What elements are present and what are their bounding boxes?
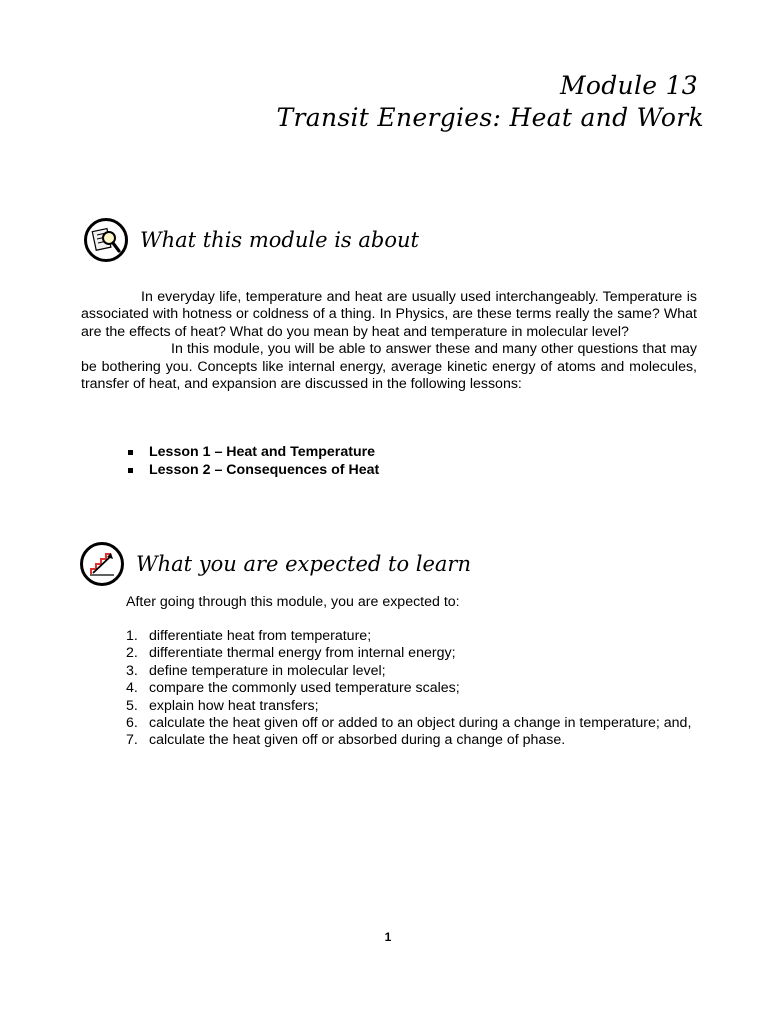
module-number: Module 13 (559, 71, 698, 100)
expectations-intro: After going through this module, you are expected to: (126, 594, 460, 610)
objective-item (126, 732, 698, 749)
objective-number: 6. (126, 715, 138, 732)
objective-item (126, 680, 698, 697)
lesson-item: Lesson 1 – Heat and Temperature (128, 444, 379, 462)
section-heading-about (84, 218, 419, 262)
module-name: Transit Energies: Heat and Work (276, 103, 704, 132)
objective-text: compare the commonly used temperature scales; (149, 680, 460, 697)
objective-text: differentiate thermal energy from internal energy; (149, 645, 456, 662)
objective-text: explain how heat transfers; (149, 697, 319, 714)
section-title-about: What this module is about (140, 228, 419, 252)
section-title-learn: What you are expected to learn (136, 552, 471, 576)
objectives-list (126, 628, 698, 750)
objective-text: differentiate heat from temperature; (149, 628, 372, 644)
objective-item (126, 715, 698, 732)
objective-number: 2. (126, 645, 138, 662)
magnifier-document-icon (84, 218, 128, 262)
rising-chart-icon (80, 542, 124, 586)
section-heading-learn (80, 542, 471, 586)
objective-number: 4. (126, 680, 138, 697)
intro-paragraph-1: In everyday life, temperature and heat are usually used interchangeably. Temperature is associated with hotness or coldness of a thing. In Physics, are these terms really the same? What are the effects of heat? What do you mean by heat and temperature in molecular level? (81, 289, 697, 340)
objective-text: calculate the heat given off or absorbed during a change of phase. (149, 732, 566, 749)
objective-item (126, 628, 698, 645)
objective-text: define temperature in molecular level; (149, 662, 386, 679)
objective-number: 7. (126, 732, 138, 749)
objective-item (126, 663, 698, 680)
intro-text (81, 289, 697, 393)
page-number: 1 (384, 930, 392, 944)
objective-item (126, 645, 698, 662)
objective-item (126, 698, 698, 715)
objective-number: 5. (126, 697, 138, 714)
objective-number: 1. (126, 628, 138, 644)
objective-number: 3. (126, 662, 138, 679)
intro-paragraph-2: In this module, you will be able to answer these and many other questions that may be bothering you. Concepts like internal energy, average kinetic energy of atoms and molecules, transfer of heat, and expansion are discussed in the following lessons: (81, 341, 697, 393)
lesson-list (128, 444, 379, 479)
lesson-item: Lesson 2 – Consequences of Heat (128, 462, 379, 480)
objective-text: calculate the heat given off or added to an object during a change in temperature; and, (149, 715, 692, 732)
